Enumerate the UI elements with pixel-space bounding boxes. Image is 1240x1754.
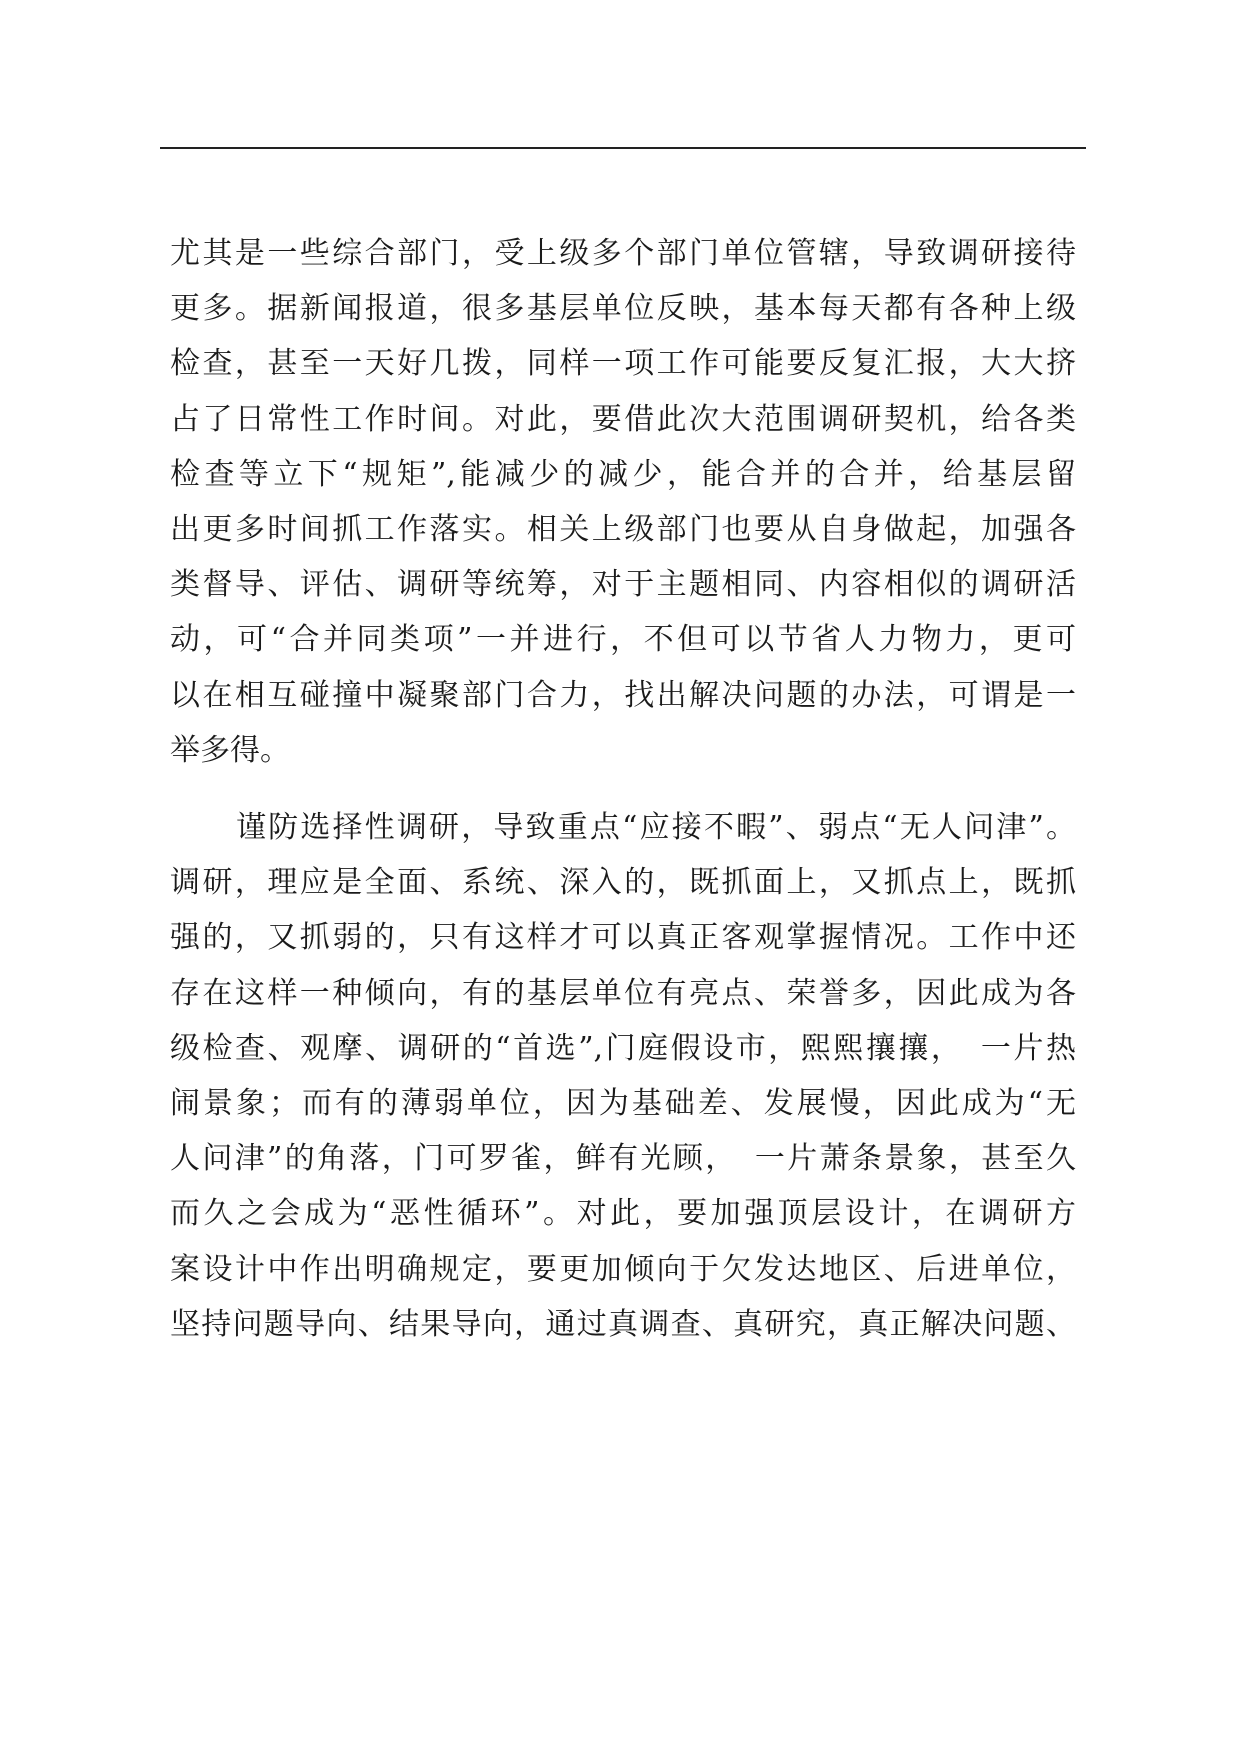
text-line: 以在相互碰撞中凝聚部门合力，找出解决问题的办法，可谓是一 bbox=[170, 677, 1076, 713]
paragraph-2 bbox=[170, 800, 1076, 1352]
text-line: 而久之会成为“恶性循环”。对此，要加强顶层设计，在调研方 bbox=[170, 1196, 1076, 1232]
text-line: 动，可“合并同类项”一并进行，不但可以节省人力物力，更可 bbox=[170, 622, 1076, 658]
text-line: 案设计中作出明确规定，要更加倾向于欠发达地区、后进单位， bbox=[170, 1251, 1076, 1287]
body-text bbox=[170, 226, 1076, 1352]
text-line: 举多得。 bbox=[170, 732, 290, 768]
text-line: 出更多时间抓工作落实。相关上级部门也要从自身做起，加强各 bbox=[170, 512, 1076, 548]
text-line: 人问津”的角落，门可罗雀，鲜有光顾， 一片萧条景象，甚至久 bbox=[170, 1141, 1076, 1177]
text-line: 谨防选择性调研，导致重点“应接不暇”、弱点“无人问津”。 bbox=[236, 810, 1076, 846]
text-line: 占了日常性工作时间。对此，要借此次大范围调研契机，给各类 bbox=[170, 401, 1076, 437]
header-rule bbox=[160, 147, 1086, 149]
text-line: 更多。据新闻报道，很多基层单位反映，基本每天都有各种上级 bbox=[170, 291, 1076, 327]
text-line: 存在这样一种倾向，有的基层单位有亮点、荣誉多，因此成为各 bbox=[170, 975, 1076, 1011]
text-line: 检查等立下“规矩”,能减少的减少，能合并的合并，给基层留 bbox=[170, 456, 1076, 492]
paragraph-1 bbox=[170, 226, 1076, 778]
paragraph-spacing bbox=[170, 778, 1076, 800]
text-line: 级检查、观摩、调研的“首选”,门庭假设市，熙熙攘攘， 一片热 bbox=[170, 1030, 1076, 1066]
text-line: 坚持问题导向、结果导向，通过真调查、真研究，真正解决问题、 bbox=[170, 1306, 1076, 1342]
text-line: 尤其是一些综合部门，受上级多个部门单位管辖，导致调研接待 bbox=[170, 236, 1076, 271]
text-line: 闹景象；而有的薄弱单位，因为基础差、发展慢，因此成为“无 bbox=[170, 1086, 1076, 1122]
text-line: 检查，甚至一天好几拨，同样一项工作可能要反复汇报，大大挤 bbox=[170, 346, 1076, 382]
text-line: 调研，理应是全面、系统、深入的，既抓面上，又抓点上，既抓 bbox=[170, 865, 1076, 901]
text-line: 类督导、评估、调研等统筹，对于主题相同、内容相似的调研活 bbox=[170, 567, 1076, 603]
text-line: 强的，又抓弱的，只有这样才可以真正客观掌握情况。工作中还 bbox=[170, 920, 1076, 956]
